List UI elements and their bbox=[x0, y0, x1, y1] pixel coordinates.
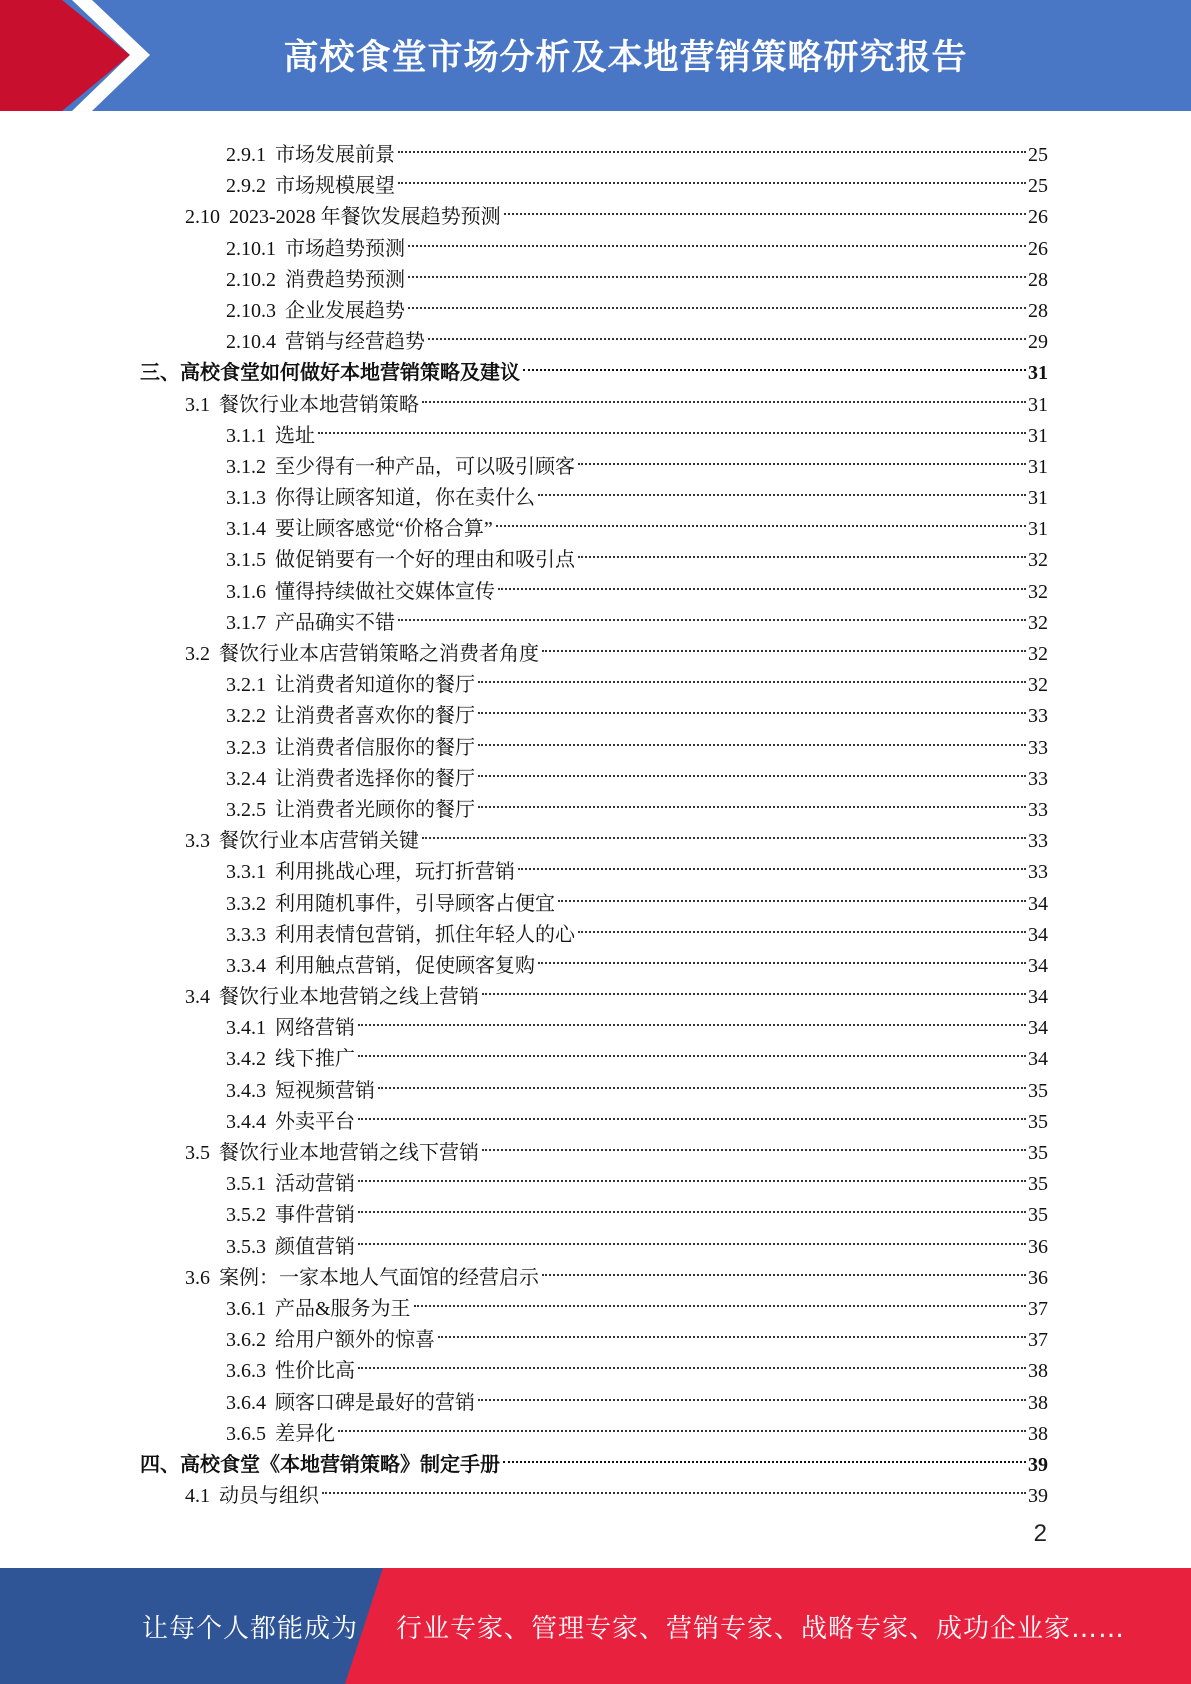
toc-entry-number: 3.4.2 bbox=[226, 1048, 266, 1071]
toc-entry-title: 动员与组织 bbox=[219, 1485, 319, 1508]
toc-entry-title: 要让顾客感觉“价格合算” bbox=[275, 518, 493, 541]
toc-dot-leader bbox=[358, 1087, 1026, 1120]
toc-entry-number: 3.2.2 bbox=[226, 705, 266, 728]
toc-dot-leader bbox=[358, 993, 1026, 1026]
toc-entry-number: 3.1.2 bbox=[226, 455, 266, 478]
toc-dot-leader bbox=[358, 1024, 1026, 1057]
toc-dot-leader bbox=[478, 744, 1026, 777]
toc-entry-title: 利用表情包营销，抓住年轻人的心 bbox=[275, 923, 575, 946]
toc-entry-number: 2.9.2 bbox=[226, 175, 266, 198]
toc-entry-title: 让消费者喜欢你的餐厅 bbox=[275, 705, 475, 728]
toc-entry-number: 4.1 bbox=[185, 1485, 210, 1508]
toc-entry-title: 做促销要有一个好的理由和吸引点 bbox=[275, 549, 575, 572]
toc-entry-page: 33 bbox=[1028, 767, 1048, 790]
toc-dot-leader bbox=[318, 401, 1026, 434]
toc-entry-page: 34 bbox=[1028, 954, 1048, 977]
toc-entry-title: 高校食堂如何做好本地营销策略及建议 bbox=[180, 362, 520, 385]
toc-dot-leader bbox=[478, 713, 1026, 746]
toc-dot-leader bbox=[518, 837, 1026, 870]
toc-entry-page: 33 bbox=[1028, 736, 1048, 759]
toc-entry-number: 3.6.2 bbox=[226, 1329, 266, 1352]
table-of-contents bbox=[140, 128, 1048, 1508]
toc-entry-number: 2.10 bbox=[185, 206, 220, 229]
toc-dot-leader bbox=[542, 619, 1026, 652]
toc-dot-leader bbox=[478, 1368, 1026, 1401]
toc-entry-number: 3.6.5 bbox=[226, 1422, 266, 1445]
toc-entry-page: 38 bbox=[1028, 1391, 1048, 1414]
toc-entry-page: 31 bbox=[1028, 362, 1048, 385]
toc-entry-page: 31 bbox=[1028, 393, 1048, 416]
toc-dot-leader bbox=[578, 900, 1026, 933]
toc-dot-leader bbox=[398, 588, 1026, 621]
toc-entry-title: 外卖平台 bbox=[275, 1110, 355, 1133]
toc-entry-number: 四、 bbox=[140, 1453, 180, 1476]
toc-entry-number: 3.5.3 bbox=[226, 1235, 266, 1258]
footer-slogan-right: 行业专家、管理专家、营销专家、战略专家、成功企业家…… bbox=[396, 1614, 1126, 1644]
toc-entry-page: 34 bbox=[1028, 923, 1048, 946]
toc-entry-number: 2.10.3 bbox=[226, 299, 276, 322]
toc-entry-page: 29 bbox=[1028, 331, 1048, 354]
toc-entry-title: 2023-2028 年餐饮发展趋势预测 bbox=[229, 206, 501, 229]
toc-entry-page: 38 bbox=[1028, 1422, 1048, 1445]
toc-entry-number: 3.6.4 bbox=[226, 1391, 266, 1414]
toc-dot-leader bbox=[478, 681, 1026, 714]
footer-slogan-left: 让每个人都能成为 bbox=[142, 1614, 359, 1644]
toc-dot-leader bbox=[504, 182, 1026, 215]
toc-entry-number: 3.1.1 bbox=[226, 424, 266, 447]
toc-entry-page: 31 bbox=[1028, 424, 1048, 447]
toc-entry-title: 选址 bbox=[275, 424, 315, 447]
toc-dot-leader bbox=[542, 1243, 1026, 1276]
toc-entry-page: 38 bbox=[1028, 1360, 1048, 1383]
toc-dot-leader bbox=[408, 245, 1026, 278]
toc-dot-leader bbox=[578, 432, 1026, 465]
toc-entry-title: 你得让顾客知道，你在卖什么 bbox=[275, 487, 535, 510]
toc-entry-page: 32 bbox=[1028, 643, 1048, 665]
toc-entry-page: 36 bbox=[1028, 1266, 1048, 1289]
toc-entry-title: 产品确实不错 bbox=[275, 611, 395, 634]
toc-entry-page: 37 bbox=[1028, 1297, 1048, 1320]
toc-dot-leader bbox=[398, 120, 1026, 153]
toc-entry-number: 3.3 bbox=[185, 830, 210, 853]
toc-entry-title: 活动营销 bbox=[275, 1173, 355, 1196]
toc-entry-page: 34 bbox=[1028, 986, 1048, 1009]
toc-entry-number: 三、 bbox=[140, 362, 180, 385]
toc-entry-number: 3.3.2 bbox=[226, 892, 266, 915]
toc-dot-leader bbox=[422, 806, 1026, 839]
toc-dot-leader bbox=[496, 494, 1026, 527]
toc-entry-number: 3.4.1 bbox=[226, 1017, 266, 1040]
toc-entry-title: 差异化 bbox=[275, 1422, 335, 1445]
toc-entry-number: 3.1.4 bbox=[226, 518, 266, 541]
toc-entry-number: 3.5.2 bbox=[226, 1204, 266, 1227]
toc-entry-page: 33 bbox=[1028, 861, 1048, 884]
toc-entry-title: 短视频营销 bbox=[275, 1079, 375, 1102]
toc-entry-number: 3.6.3 bbox=[226, 1360, 266, 1383]
toc-entry-number: 2.10.4 bbox=[226, 331, 276, 354]
toc-dot-leader bbox=[523, 338, 1026, 371]
toc-entry-title: 营销与经营趋势 bbox=[285, 331, 425, 354]
toc-dot-leader bbox=[478, 650, 1026, 683]
toc-dot-leader bbox=[322, 1461, 1026, 1494]
toc-entry-page: 31 bbox=[1028, 487, 1048, 510]
toc-entry-number: 3.3.3 bbox=[226, 923, 266, 946]
toc-entry-number: 3.6.1 bbox=[226, 1297, 266, 1320]
toc-entry-page: 32 bbox=[1028, 611, 1048, 634]
toc-entry-number: 3.1 bbox=[185, 393, 210, 416]
toc-dot-leader bbox=[538, 931, 1026, 964]
toc-entry-number: 3.1.7 bbox=[226, 611, 266, 634]
toc-entry-number: 3.2.3 bbox=[226, 736, 266, 759]
toc-entry-number: 3.5.1 bbox=[226, 1173, 266, 1196]
toc-entry-page: 32 bbox=[1028, 674, 1048, 697]
toc-entry-number: 2.10.2 bbox=[226, 268, 276, 291]
toc-dot-leader bbox=[378, 1056, 1026, 1089]
report-title: 高校食堂市场分析及本地营销策略研究报告 bbox=[283, 38, 968, 78]
toc-dot-leader bbox=[408, 214, 1026, 247]
toc-entry-number: 3.6 bbox=[185, 1266, 210, 1289]
toc-entry-title: 利用随机事件，引导顾客占便宜 bbox=[275, 892, 555, 915]
toc-dot-leader bbox=[338, 1399, 1026, 1432]
toc-entry-page: 32 bbox=[1028, 549, 1048, 572]
page-number: 2 bbox=[1033, 1520, 1047, 1547]
toc-dot-leader bbox=[358, 1180, 1026, 1213]
toc-entry-number: 3.3.4 bbox=[226, 954, 266, 977]
toc-entry-page: 35 bbox=[1028, 1110, 1048, 1133]
toc-entry-number: 3.1.3 bbox=[226, 487, 266, 510]
toc-entry-title: 企业发展趋势 bbox=[285, 299, 405, 322]
toc-entry-page: 35 bbox=[1028, 1173, 1048, 1196]
toc-dot-leader bbox=[478, 775, 1026, 808]
toc-entry-title: 案例：一家本地人气面馆的经营启示 bbox=[219, 1266, 539, 1289]
toc-entry-page: 36 bbox=[1028, 1235, 1048, 1258]
toc-entry-title: 消费趋势预测 bbox=[285, 268, 405, 291]
toc-entry-title: 产品&服务为王 bbox=[275, 1297, 411, 1320]
toc-entry-number: 3.2.1 bbox=[226, 674, 266, 697]
toc-entry-title: 餐饮行业本地营销策略 bbox=[219, 393, 419, 416]
toc-entry-page: 39 bbox=[1028, 1453, 1048, 1476]
toc-entry-page: 34 bbox=[1028, 1017, 1048, 1040]
toc-dot-leader bbox=[498, 557, 1026, 590]
toc-entry-page: 26 bbox=[1028, 206, 1048, 229]
toc-entry-title: 性价比高 bbox=[275, 1360, 355, 1383]
toc-entry-title: 让消费者知道你的餐厅 bbox=[275, 674, 475, 697]
toc-entry-page: 33 bbox=[1028, 798, 1048, 821]
toc-entry-page: 28 bbox=[1028, 299, 1048, 322]
toc-entry-title: 线下推广 bbox=[275, 1048, 355, 1071]
toc-entry-page: 34 bbox=[1028, 892, 1048, 915]
toc-entry-page: 35 bbox=[1028, 1079, 1048, 1102]
report-header bbox=[0, 0, 1191, 111]
toc-entry-page: 31 bbox=[1028, 518, 1048, 541]
toc-entry-number: 3.2.4 bbox=[226, 767, 266, 790]
toc-entry-title: 餐饮行业本店营销关键 bbox=[219, 830, 419, 853]
toc-entry-title: 高校食堂《本地营销策略》制定手册 bbox=[180, 1453, 500, 1476]
toc-entry-page: 28 bbox=[1028, 268, 1048, 291]
toc-dot-leader bbox=[482, 962, 1026, 995]
toc-entry-number: 3.4.3 bbox=[226, 1079, 266, 1102]
toc-entry-title: 网络营销 bbox=[275, 1017, 355, 1040]
toc-entry-number: 3.1.5 bbox=[226, 549, 266, 572]
toc-entry-title: 利用挑战心理，玩打折营销 bbox=[275, 861, 515, 884]
toc-entry-number: 2.10.1 bbox=[226, 237, 276, 260]
toc-dot-leader bbox=[422, 370, 1026, 403]
toc-dot-leader bbox=[414, 1274, 1026, 1307]
toc-entry-title: 让消费者选择你的餐厅 bbox=[275, 767, 475, 790]
toc-entry-page: 35 bbox=[1028, 1142, 1048, 1164]
toc-entry-page: 33 bbox=[1028, 830, 1048, 853]
toc-entry-title: 顾客口碑是最好的营销 bbox=[275, 1391, 475, 1414]
toc-entry-title: 懂得持续做社交媒体宣传 bbox=[275, 580, 495, 603]
toc-entry-title: 餐饮行业本地营销之线上营销 bbox=[219, 986, 479, 1009]
toc-entry-title: 让消费者信服你的餐厅 bbox=[275, 736, 475, 759]
toc-dot-leader bbox=[503, 1430, 1026, 1463]
toc-dot-leader bbox=[408, 276, 1026, 309]
toc-dot-leader bbox=[438, 1305, 1026, 1338]
toc-entry-title: 让消费者光顾你的餐厅 bbox=[275, 798, 475, 821]
toc-entry-page: 25 bbox=[1028, 144, 1048, 166]
toc-entry-page: 37 bbox=[1028, 1329, 1048, 1352]
toc-entry-page: 26 bbox=[1028, 237, 1048, 260]
toc-entry-title: 给用户额外的惊喜 bbox=[275, 1329, 435, 1352]
toc-dot-leader bbox=[398, 151, 1026, 184]
toc-entry-number: 3.1.6 bbox=[226, 580, 266, 603]
toc-entry-title: 至少得有一种产品，可以吸引顾客 bbox=[275, 455, 575, 478]
toc-entry-number: 3.5 bbox=[185, 1142, 210, 1164]
toc-entry-page: 39 bbox=[1028, 1485, 1048, 1508]
toc-dot-leader bbox=[558, 869, 1026, 902]
toc-entry-title: 餐饮行业本地营销之线下营销 bbox=[219, 1142, 479, 1164]
toc-entry-number: 2.9.1 bbox=[226, 144, 266, 166]
toc-entry-title: 利用触点营销，促使顾客复购 bbox=[275, 954, 535, 977]
toc-entry-number: 3.3.1 bbox=[226, 861, 266, 884]
footer-banner bbox=[0, 1568, 1191, 1684]
toc-dot-leader bbox=[428, 307, 1026, 340]
toc-dot-leader bbox=[358, 1212, 1026, 1245]
toc-entry-page: 34 bbox=[1028, 1048, 1048, 1071]
toc-entry-title: 市场规模展望 bbox=[275, 175, 395, 198]
toc-dot-leader bbox=[538, 463, 1026, 496]
toc-dot-leader bbox=[358, 1149, 1026, 1182]
toc-entry-page: 25 bbox=[1028, 175, 1048, 198]
toc-entry-title: 颜值营销 bbox=[275, 1235, 355, 1258]
toc-entry-title: 事件营销 bbox=[275, 1204, 355, 1227]
toc-entry-number: 3.2.5 bbox=[226, 798, 266, 821]
toc-entry-title: 市场趋势预测 bbox=[285, 237, 405, 260]
toc-dot-leader bbox=[578, 525, 1026, 558]
toc-entry-page: 31 bbox=[1028, 455, 1048, 478]
toc-dot-leader bbox=[482, 1118, 1026, 1151]
toc-entry-page: 32 bbox=[1028, 580, 1048, 603]
toc-entry-number: 3.4 bbox=[185, 986, 210, 1009]
toc-entry-page: 35 bbox=[1028, 1204, 1048, 1227]
toc-entry-number: 3.2 bbox=[185, 643, 210, 665]
toc-entry-title: 餐饮行业本店营销策略之消费者角度 bbox=[219, 643, 539, 665]
toc-entry-page: 33 bbox=[1028, 705, 1048, 728]
toc-dot-leader bbox=[358, 1336, 1026, 1369]
toc-entry-number: 3.4.4 bbox=[226, 1110, 266, 1133]
toc-entry-title: 市场发展前景 bbox=[275, 144, 395, 166]
